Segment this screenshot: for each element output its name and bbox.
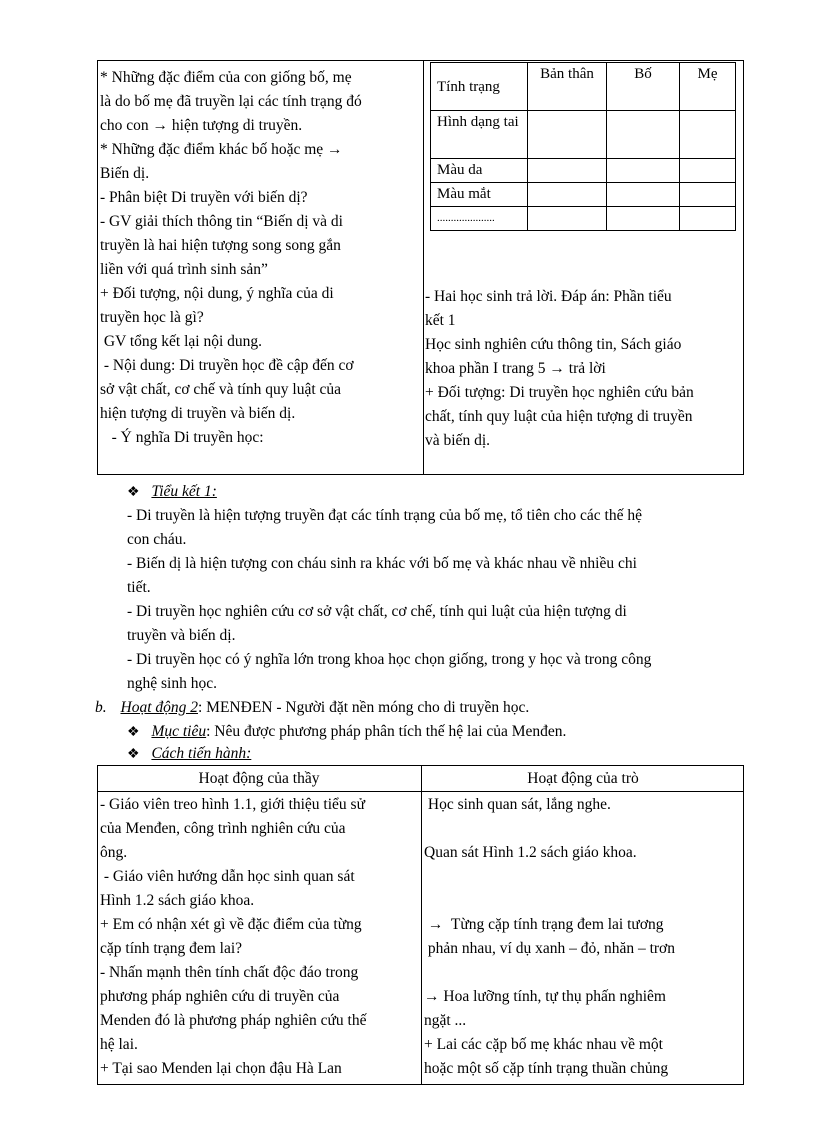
text-line: kết 1 (425, 312, 456, 329)
text-line (424, 817, 739, 841)
text-line: cho con → hiện tượng di truyền. (100, 117, 303, 134)
text-line: - Phân biệt Di truyền với biến dị? (100, 189, 308, 206)
header-teacher: Hoạt động của thầy (198, 770, 320, 787)
table-row (431, 207, 736, 231)
text-line: hệ lai. (100, 1036, 138, 1053)
text-line: + Đối tượng: Di truyền học nghiên cứu bản (425, 384, 694, 401)
text-line: phản nhau, ví dụ xanh – đỏ, nhăn – trơn (424, 940, 675, 957)
text-line: - Di truyền học nghiên cứu cơ sở vật chất, cơ chế, tính qui luật của hiện tượng di (127, 603, 627, 620)
trait-eye-color: Màu mắt (431, 183, 528, 207)
text-line: truyền học là gì? (100, 309, 204, 326)
text-line: - Giáo viên hướng dẫn học sinh quan sát (100, 868, 355, 885)
top-left-column (100, 66, 418, 450)
text-line: Menden đó là phương pháp nghiên cứu thế (100, 1012, 367, 1029)
text-line: * Những đặc điểm khác bố hoặc mẹ → (100, 141, 343, 158)
text-line (424, 889, 739, 913)
text-line: Quan sát Hình 1.2 sách giáo khoa. (424, 844, 637, 861)
summary-heading (127, 480, 217, 505)
trait-ear-shape: Hình dạng tai (431, 111, 528, 159)
text-line: khoa phần I trang 5 → trả lời (425, 360, 606, 377)
text-line: chất, tính quy luật của hiện tượng di truyền (425, 408, 693, 425)
text-line: - Ý nghĩa Di truyền học: (100, 429, 264, 446)
text-line: Học sinh quan sát, lắng nghe. (424, 796, 611, 813)
text-line: Hình 1.2 sách giáo khoa. (100, 892, 255, 909)
activity-table-header-line (97, 791, 744, 792)
activity2-title: Hoạt động 2 (120, 699, 198, 716)
activity2-label: b. (95, 699, 107, 716)
text-line: và biến dị. (425, 432, 490, 449)
text-line: hoặc một số cặp tính trạng thuần chủng (424, 1060, 669, 1077)
text-line: - Nhấn mạnh thên tính chất độc đáo trong (100, 964, 359, 981)
text-line: Học sinh nghiên cứu thông tin, Sách giáo (425, 336, 682, 353)
text-line: nghệ sinh học. (127, 675, 217, 692)
header-trait: Tính trạng (431, 63, 528, 111)
text-line: - Di truyền học có ý nghĩa lớn trong khoa học chọn giống, trong y học và trong công (127, 651, 652, 668)
objective-title: Mục tiêu (151, 723, 207, 740)
header-mother: Mẹ (680, 63, 736, 111)
procedure-line (127, 742, 251, 767)
top-right-column (425, 285, 739, 453)
top-table-divider (423, 60, 424, 475)
text-line: ông. (100, 844, 128, 861)
objective-text: : Nêu được phương pháp phân tích thế hệ lai của Menđen. (206, 723, 567, 740)
text-line: - GV giải thích thông tin “Biến dị và di (100, 213, 343, 230)
diamond-bullet-icon: ❖ (127, 747, 140, 762)
text-line: - Giáo viên treo hình 1.1, giới thiệu tiểu sử (100, 796, 365, 813)
summary-title: Tiểu kết 1: (151, 483, 217, 500)
trait-more: ..................... (431, 207, 528, 231)
diamond-bullet-icon: ❖ (127, 725, 140, 740)
text-line: phương pháp nghiên cứu di truyền của (100, 988, 340, 1005)
text-line (424, 961, 739, 985)
activity-table-divider (421, 765, 422, 1085)
text-line: của Menđen, công trình nghiên cứu của (100, 820, 346, 837)
trait-table (430, 62, 736, 231)
text-line: là do bố mẹ đã truyền lại các tính trạng đó (100, 93, 362, 110)
text-line: * Những đặc điểm của con giống bố, mẹ (100, 69, 352, 86)
text-line: truyền là hai hiện tượng song song gắn (100, 237, 341, 254)
text-line: - Di truyền là hiện tượng truyền đạt các tính trạng của bố mẹ, tổ tiên cho các thế hệ (127, 507, 642, 524)
text-line: hiện tượng di truyền và biến dị. (100, 405, 296, 422)
text-line: tiết. (127, 579, 151, 596)
activity2-title-rest: : MENĐEN - Người đặt nền móng cho di truyền học. (198, 699, 530, 716)
trait-table-header (431, 63, 736, 111)
trait-skin-color: Màu da (431, 159, 528, 183)
table-row (431, 159, 736, 183)
text-line: GV tổng kết lại nội dung. (100, 333, 263, 350)
text-line: ngặt ... (424, 1012, 467, 1029)
header-father: Bố (607, 63, 680, 111)
diamond-bullet-icon: ❖ (127, 485, 140, 500)
header-self: Bản thân (528, 63, 607, 111)
header-student: Hoạt động của trò (527, 770, 639, 787)
text-line: - Hai học sinh trả lời. Đáp án: Phần tiểu (425, 288, 672, 305)
text-line: - Biến dị là hiện tượng con cháu sinh ra khác với bố mẹ và khác nhau về nhiều chi (127, 555, 637, 572)
text-line: con cháu. (127, 531, 187, 548)
student-column (424, 793, 739, 1081)
text-line: truyền và biến dị. (127, 627, 236, 644)
procedure-title: Cách tiến hành: (151, 745, 252, 762)
text-line: + Lai các cặp bố mẹ khác nhau về một (424, 1036, 663, 1053)
text-line: + Em có nhận xét gì về đặc điểm của từng (100, 916, 362, 933)
text-line: cặp tính trạng đem lai? (100, 940, 243, 957)
text-line: → Từng cặp tính trạng đem lai tương (424, 916, 664, 933)
teacher-column (100, 793, 418, 1081)
text-line: - Nội dung: Di truyền học đề cập đến cơ (100, 357, 354, 374)
activity2-heading (95, 696, 529, 720)
text-line: liền với quá trình sinh sản” (100, 261, 268, 278)
text-line: → Hoa lưỡng tính, tự thụ phấn nghiêm (424, 988, 666, 1005)
summary-text (127, 504, 741, 696)
text-line: + Tại sao Menden lại chọn đậu Hà Lan (100, 1060, 342, 1077)
table-row (431, 183, 736, 207)
text-line: sở vật chất, cơ chế và tính quy luật của (100, 381, 342, 398)
text-line: + Đối tượng, nội dung, ý nghĩa của di (100, 285, 334, 302)
table-row (431, 111, 736, 159)
text-line (424, 865, 739, 889)
text-line: Biến dị. (100, 165, 150, 182)
